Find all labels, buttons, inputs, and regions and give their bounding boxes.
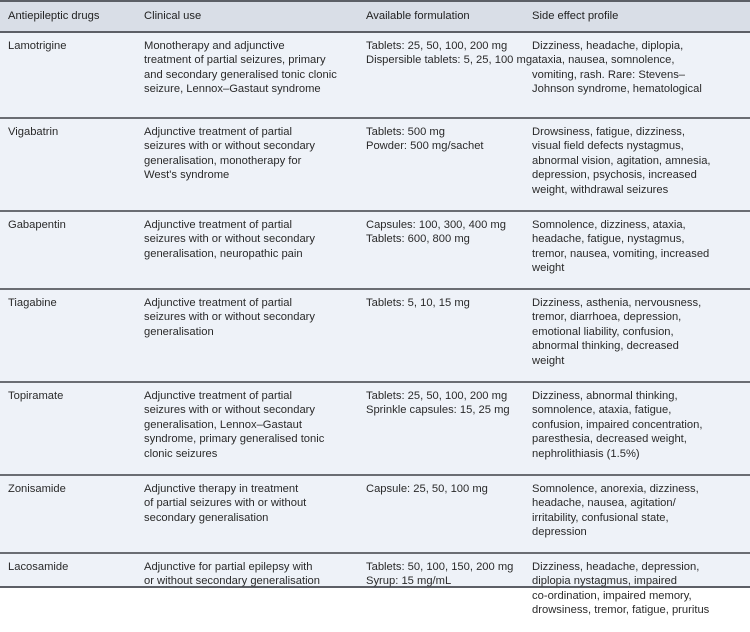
formulation-line: Syrup: 15 mg/mL xyxy=(366,575,452,588)
formulation-line: Sprinkle capsules: 15, 25 mg xyxy=(366,404,510,417)
side-effects-line: Dizziness, abnormal thinking, xyxy=(532,389,678,402)
table-row xyxy=(0,382,750,475)
clinical-use-line: syndrome, primary generalised tonic xyxy=(144,433,325,446)
side-effects-cell xyxy=(532,32,750,118)
side-effects-line: weight, withdrawal seizures xyxy=(532,183,669,196)
side-effects-cell xyxy=(532,211,750,289)
side-effects-line: visual field defects nystagmus, xyxy=(532,140,684,153)
side-effects-line: weight xyxy=(532,262,565,275)
side-effects-line: tremor, nausea, vomiting, increased xyxy=(532,247,710,260)
side-effects-line: tremor, diarrhoea, depression, xyxy=(532,311,682,324)
side-effects-line: drowsiness, tremor, fatigue, pruritus xyxy=(532,604,710,617)
side-effects-line: vomiting, rash. Rare: Stevens– xyxy=(532,68,686,81)
side-effects-cell xyxy=(532,289,750,382)
header-formulation: Available formulation xyxy=(366,2,532,32)
clinical-use-line: Monotherapy and adjunctive xyxy=(144,39,285,52)
formulation-line: Tablets: 25, 50, 100, 200 mg xyxy=(366,389,508,402)
drug-name: Vigabatrin xyxy=(8,125,59,138)
clinical-use-line: Adjunctive treatment of partial xyxy=(144,389,292,402)
side-effects-line: Dizziness, headache, diplopia, xyxy=(532,39,684,52)
clinical-use-line: Adjunctive treatment of partial xyxy=(144,125,292,138)
side-effects-line: Dizziness, asthenia, nervousness, xyxy=(532,296,702,309)
clinical-use-line: generalisation, Lennox–Gastaut xyxy=(144,418,302,431)
clinical-use-line: seizures with or without secondary xyxy=(144,404,315,417)
side-effects-line: co-ordination, impaired memory, xyxy=(532,589,692,602)
side-effects-line: confusion, impaired concentration, xyxy=(532,418,703,431)
side-effects-line: abnormal thinking, decreased xyxy=(532,340,679,353)
drug-name: Zonisamide xyxy=(8,482,66,495)
side-effects-cell xyxy=(532,553,750,632)
clinical-use-line: clonic seizures xyxy=(144,447,218,460)
side-effects-line: emotional liability, confusion, xyxy=(532,325,674,338)
formulation-cell xyxy=(366,289,532,382)
clinical-use-line: and secondary generalised tonic clonic xyxy=(144,68,337,81)
clinical-use-line: generalisation, monotherapy for xyxy=(144,154,302,167)
header-drug: Antiepileptic drugs xyxy=(0,2,144,32)
antiepileptic-drugs-table xyxy=(0,2,750,632)
clinical-use-line: Adjunctive treatment of partial xyxy=(144,296,292,309)
formulation-cell xyxy=(366,118,532,211)
formulation-line: Dispersible tablets: 5, 25, 100 mg xyxy=(366,54,533,67)
clinical-use-line: generalisation, neuropathic pain xyxy=(144,247,303,260)
side-effects-cell xyxy=(532,382,750,475)
side-effects-line: ataxia, nausea, somnolence, xyxy=(532,54,675,67)
side-effects-cell xyxy=(532,118,750,211)
clinical-use-line: seizures with or without secondary xyxy=(144,140,315,153)
drug-name-cell xyxy=(0,211,144,289)
clinical-use-line: West's syndrome xyxy=(144,169,230,182)
drug-name-cell xyxy=(0,32,144,118)
drug-name: Tiagabine xyxy=(8,296,57,309)
side-effects-line: nephrolithiasis (1.5%) xyxy=(532,447,640,460)
formulation-line: Tablets: 5, 10, 15 mg xyxy=(366,296,470,309)
clinical-use-cell xyxy=(144,382,366,475)
formulation-cell xyxy=(366,382,532,475)
clinical-use-line: generalisation xyxy=(144,325,214,338)
side-effects-line: Johnson syndrome, hematological xyxy=(532,83,702,96)
formulation-cell xyxy=(366,32,532,118)
header-row xyxy=(0,2,750,32)
clinical-use-line: seizure, Lennox–Gastaut syndrome xyxy=(144,83,321,96)
table-row xyxy=(0,553,750,632)
formulation-line: Tablets: 600, 800 mg xyxy=(366,233,470,246)
drug-name: Topiramate xyxy=(8,389,64,402)
clinical-use-line: seizures with or without secondary xyxy=(144,311,315,324)
formulation-line: Tablets: 50, 100, 150, 200 mg xyxy=(366,560,514,573)
drug-name: Gabapentin xyxy=(8,218,66,231)
side-effects-line: irritability, confusional state, xyxy=(532,511,669,524)
clinical-use-cell xyxy=(144,475,366,553)
clinical-use-line: secondary generalisation xyxy=(144,511,269,524)
clinical-use-line: Adjunctive treatment of partial xyxy=(144,218,292,231)
formulation-cell xyxy=(366,475,532,553)
clinical-use-cell xyxy=(144,211,366,289)
formulation-line: Powder: 500 mg/sachet xyxy=(366,140,484,153)
side-effects-line: Somnolence, anorexia, dizziness, xyxy=(532,482,699,495)
drug-name-cell xyxy=(0,382,144,475)
drug-name-cell xyxy=(0,118,144,211)
drug-name-cell xyxy=(0,553,144,632)
header-clinical-use: Clinical use xyxy=(144,2,366,32)
side-effects-line: Drowsiness, fatigue, dizziness, xyxy=(532,125,686,138)
side-effects-line: abnormal vision, agitation, amnesia, xyxy=(532,154,711,167)
formulation-cell xyxy=(366,553,532,632)
formulation-line: Capsule: 25, 50, 100 mg xyxy=(366,482,488,495)
drug-name: Lacosamide xyxy=(8,560,69,573)
side-effects-line: weight xyxy=(532,354,565,367)
drug-name: Lamotrigine xyxy=(8,39,67,52)
clinical-use-cell xyxy=(144,32,366,118)
clinical-use-line: Adjunctive therapy in treatment xyxy=(144,482,299,495)
clinical-use-line: of partial seizures with or without xyxy=(144,497,307,510)
clinical-use-line: treatment of partial seizures, primary xyxy=(144,54,326,67)
side-effects-line: depression, psychosis, increased xyxy=(532,169,697,182)
side-effects-cell xyxy=(532,475,750,553)
table-row xyxy=(0,289,750,382)
side-effects-line: headache, fatigue, nystagmus, xyxy=(532,233,685,246)
header-side-effects: Side effect profile xyxy=(532,2,750,32)
formulation-line: Tablets: 25, 50, 100, 200 mg xyxy=(366,39,508,52)
side-effects-line: headache, nausea, agitation/ xyxy=(532,497,676,510)
side-effects-line: paresthesia, decreased weight, xyxy=(532,433,687,446)
drug-name-cell xyxy=(0,475,144,553)
drug-name-cell xyxy=(0,289,144,382)
clinical-use-cell xyxy=(144,118,366,211)
table-row xyxy=(0,475,750,553)
side-effects-line: depression xyxy=(532,526,587,539)
side-effects-line: somnolence, ataxia, fatigue, xyxy=(532,404,672,417)
side-effects-line: diplopia nystagmus, impaired xyxy=(532,575,677,588)
clinical-use-line: Adjunctive for partial epilepsy with xyxy=(144,560,313,573)
side-effects-line: Dizziness, headache, depression, xyxy=(532,560,700,573)
formulation-line: Capsules: 100, 300, 400 mg xyxy=(366,218,506,231)
table-body xyxy=(0,32,750,632)
clinical-use-cell xyxy=(144,289,366,382)
clinical-use-cell xyxy=(144,553,366,632)
formulation-cell xyxy=(366,211,532,289)
table-row xyxy=(0,211,750,289)
clinical-use-line: or without secondary generalisation xyxy=(144,575,320,588)
table-row xyxy=(0,32,750,118)
table-row xyxy=(0,118,750,211)
side-effects-line: Somnolence, dizziness, ataxia, xyxy=(532,218,686,231)
clinical-use-line: seizures with or without secondary xyxy=(144,233,315,246)
formulation-line: Tablets: 500 mg xyxy=(366,125,445,138)
